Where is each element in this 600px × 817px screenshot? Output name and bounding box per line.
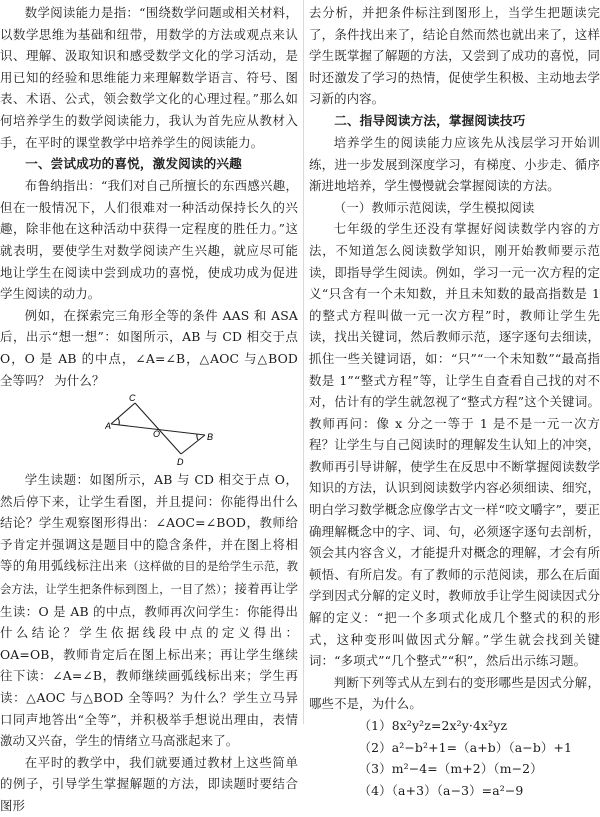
point-label-o: O (153, 429, 161, 440)
angle-b-arc (197, 434, 198, 440)
paragraph-reading-training: 培养学生的阅读能力应该先从浅层学习开始训练，进一步发展到深度学习，有梯度、小步走、循序渐进地培养，学生慢慢就会掌握阅读的方法。 (309, 134, 600, 194)
point-label-d: D (177, 457, 184, 468)
segment-bd (181, 435, 205, 454)
student-reading-part2: ；接着再让学生读：O 是 AB 的中点，教师再次问学生：你能得出什么结论？学生依据线段中点的定义得出：OA=OB，教师肯定后在图上标出来；再让学生继续往下读：∠A=∠B，教师继续画弧线标出来；学生再读：△AOC 与△BOD 全等吗？为什么？学生立马异口同声地答出“全等”，并积极举手想说出理由，表情激动又兴奋，学生的情绪立马高涨起来了。 (0, 581, 298, 749)
paragraph-exercise-prompt: 判断下列等式从左到右的变形哪些是因式分解，哪些不是，为什么。 (309, 674, 600, 712)
section-heading-1: 一、尝试成功的喜悦，激发阅读的兴趣 (25, 156, 242, 172)
equation-2: （2）a²−b²+1=（a+b）（a−b）+1 (358, 739, 573, 755)
student-reading-note: （这样做的目的是给学生示范，教会方法，让学生把条件标到图上，一目了然） (0, 560, 298, 597)
paragraph-bruner-quote: 布鲁纳指出：“我们对自己所擅长的东西感兴趣，但在一般情况下，人们很难对一种活动保持长久的兴趣，除非他在这种活动中获得一定程度的胜任力。”这就表明，要使学生对数学阅读产生兴趣，就应尽可能地让学生在阅读中尝到成功的喜悦，使成功成为促进学生阅读的动力。 (0, 178, 298, 302)
column-divider (303, 0, 304, 724)
paragraph-example: 例如，在探索完三角形全等的条件 AAS 和 ASA 后，出示“想一想”：如图所示，AB 与 CD 相交于点 O，O 是 AB 的中点，∠A=∠B，△AOC 与△BOD 全等吗？ 为什么？ (0, 307, 298, 388)
equation-4: （4）（a+3）（a−3）=a²−9 (358, 782, 524, 798)
paragraph-continued: 去分析，并把条件标注到图形上，当学生把题读完了，条件找出来了，结论自然而然也就出来了，这样学生既掌握了解题的方法，又尝到了成功的喜悦，同时还激发了学习的热情，促使学生积极、主动地去学习新的内容。 (309, 5, 600, 107)
right-column (309, 2, 600, 801)
equation-1: （1）8x²y²z=2x²y·4x²yz (358, 718, 508, 733)
point-label-a: A (105, 421, 112, 432)
segment-ac (111, 403, 135, 424)
left-column (0, 2, 298, 817)
angle-a-arc (118, 418, 119, 425)
triangle-diagram (105, 391, 215, 467)
subsection-heading-1: （一）教师示范阅读，学生模拟阅读 (333, 199, 535, 215)
section-heading-2: 二、指导阅读方法，掌握阅读技巧 (334, 112, 526, 128)
equation-3: （3）m²−4=（m+2）（m−2） (358, 761, 543, 777)
student-reading-part1: 学生读题：如图所示，AB 与 CD 相交于点 O，然后停下来，让学生看图，并且提问：你能得出什么结论？学生观察图形得出：∠AOC=∠BOD，教师给予肯定并强调这是题目中的隐含条件，并在图上将相等的角用弧线标注出来 (0, 472, 298, 574)
paragraph-teacher-demo: 七年级的学生还没有掌握好阅读数学内容的方法，不知道怎么阅读数学知识，刚开始教师要示范读，即指导学生阅读。例如，学习一元一次方程的定义“只含有一个未知数，并且未知数的最高指数是 1 的整式方程叫做一元一次方程”时，教师让学生先读，找出关键词，然后教师示范，逐字逐句去细读，抓住一些关键词语，如：“只”“一个未知数”“最高指数是 1”“整式方程”等，让学生自查看自己找的对不对，估计有的学生就忽视了“整式方程”这个关键词。教师再问：像 x 分之一等于 1 是不是一元一次方程？让学生与自己阅读时的理解发生认知上的冲突，教师再引导讲解，使学生在反思中不断掌握阅读数学知识的方法，认识到阅读数学内容必须细读、细究，明白学习数学概念应像学古文一样“咬文嚼字”，要正确理解概念中的字、词、句，必须逐字逐句去剖析，领会其内容含义，才能提升对概念的理解，才会有所顿悟、有所启发。有了教师的示范阅读，那么在后面学到因式分解的定义时，教师放手让学生阅读因式分解的定义：“把一个多项式化成几个整式的积的形式，这种变形叫做因式分解。”学生就会找到关键词：“多项式”“几个整式”“积”，然后出示练习题。 (309, 221, 600, 669)
point-label-c: C (129, 393, 136, 404)
paragraph-intro: 数学阅读能力是指：“围绕数学问题或相关材料，以数学思维为基础和纽带，用数学的方法或观点来认识、理解、汲取知识和感受数学文化的学习活动，是用已知的经验和思维能力来理解数学语言、符号、图表、术语、公式，领会数学文化的心理过程。”那么如何培养学生的数学阅读能力，我认为首先应从教材入手，在平时的课堂教学中培养学生的阅读能力。 (0, 5, 298, 150)
triangle-figure (0, 391, 298, 469)
point-label-b: B (207, 432, 214, 443)
paragraph-daily-teaching: 在平时的教学中，我们就要通过教材上这些简单的例子，引导学生掌握解题的方法，即读题时要结合图形 (0, 754, 298, 813)
paragraph-student-reading (0, 469, 298, 752)
